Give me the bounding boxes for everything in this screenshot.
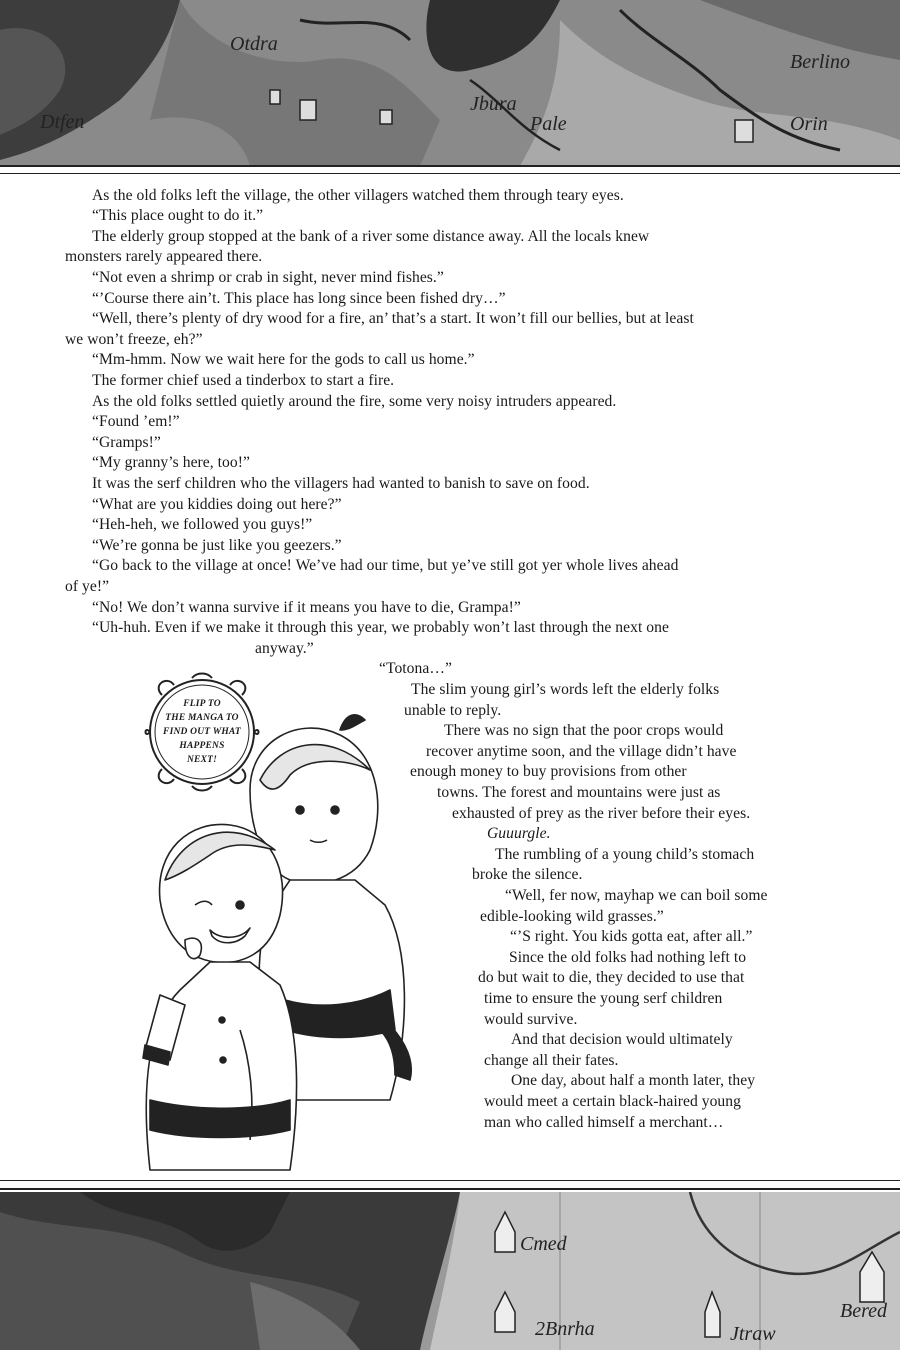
text-line: “Totona…” bbox=[379, 660, 452, 677]
text-line: edible-looking wild grasses.” bbox=[480, 908, 664, 925]
text-line: “Mm-hmm. Now we wait here for the gods to call us home.” bbox=[92, 351, 475, 368]
badge-line: FIND OUT WHAT bbox=[163, 727, 241, 737]
map-label: Orin bbox=[790, 113, 828, 135]
map-label: 2Bnrha bbox=[535, 1318, 595, 1340]
text-line: There was no sign that the poor crops would bbox=[444, 722, 724, 739]
text-line: The elderly group stopped at the bank of a river some distance away. All the locals knew bbox=[92, 228, 650, 245]
badge-line: FLIP TO bbox=[183, 699, 221, 709]
sound-effect: Guuurgle. bbox=[487, 825, 551, 842]
text-line: “’S right. You kids gotta eat, after all.” bbox=[510, 928, 753, 945]
text-line: we won’t freeze, eh?” bbox=[65, 331, 203, 348]
map-label: Cmed bbox=[520, 1233, 567, 1255]
text-line: “’Course there ain’t. This place has long since been fished dry…” bbox=[92, 290, 506, 307]
top-rule bbox=[0, 165, 900, 167]
text-line: “Gramps!” bbox=[92, 434, 161, 451]
text-line: would meet a certain black-haired young bbox=[484, 1093, 741, 1110]
badge-line: HAPPENS bbox=[179, 741, 225, 751]
map-label: Dtfen bbox=[40, 111, 85, 133]
text-line: man who called himself a merchant… bbox=[484, 1114, 724, 1131]
text-line: monsters rarely appeared there. bbox=[65, 248, 263, 265]
map-label: Otdra bbox=[230, 33, 278, 55]
text-line: “Heh-heh, we followed you guys!” bbox=[92, 516, 313, 533]
text-line: “Found ’em!” bbox=[92, 413, 180, 430]
text-line: anyway.” bbox=[255, 640, 314, 657]
text-line: “Well, there’s plenty of dry wood for a fire, an’ that’s a start. It won’t fill our bellies, but at least bbox=[92, 310, 694, 327]
badge-line: THE MANGA TO bbox=[165, 713, 239, 723]
text-line: As the old folks left the village, the other villagers watched them through teary eyes. bbox=[92, 187, 624, 204]
bottom-rule bbox=[0, 1188, 900, 1190]
text-line: Since the old folks had nothing left to bbox=[509, 949, 747, 966]
text-line: “My granny’s here, too!” bbox=[92, 454, 250, 471]
bottom-map-banner bbox=[0, 1192, 900, 1350]
bottom-rule-thin bbox=[0, 1180, 900, 1181]
text-line: “We’re gonna be just like you geezers.” bbox=[92, 537, 342, 554]
map-label: Jtraw bbox=[730, 1323, 776, 1345]
text-line: The rumbling of a young child’s stomach bbox=[495, 846, 755, 863]
text-line: “Not even a shrimp or crab in sight, never mind fishes.” bbox=[92, 269, 444, 286]
text-line: One day, about half a month later, they bbox=[511, 1072, 756, 1089]
text-line: do but wait to die, they decided to use that bbox=[478, 969, 745, 986]
badge-line: NEXT! bbox=[186, 755, 218, 765]
map-label: Berlino bbox=[790, 51, 850, 73]
text-line: “Go back to the village at once! We’ve had our time, but ye’ve still got yer whole lives ahead bbox=[92, 557, 679, 574]
text-line: exhausted of prey as the river before their eyes. bbox=[452, 805, 751, 822]
text-line: The slim young girl’s words left the elderly folks bbox=[411, 681, 720, 698]
top-map-banner bbox=[0, 0, 900, 166]
text-line: “This place ought to do it.” bbox=[92, 207, 264, 224]
text-line: recover anytime soon, and the village didn’t have bbox=[426, 743, 737, 760]
map-label: Jbura bbox=[470, 93, 517, 115]
text-line: “Well, fer now, mayhap we can boil some bbox=[505, 887, 768, 904]
text-line: broke the silence. bbox=[472, 866, 583, 883]
text-line: unable to reply. bbox=[404, 702, 502, 719]
text-line: of ye!” bbox=[65, 578, 110, 595]
text-line: would survive. bbox=[484, 1011, 578, 1028]
text-line: The former chief used a tinderbox to start a fire. bbox=[92, 372, 395, 389]
text-line: time to ensure the young serf children bbox=[484, 990, 723, 1007]
text-line: “Uh-huh. Even if we make it through this year, we probably won’t last through the next one bbox=[92, 619, 669, 636]
text-line: “What are you kiddies doing out here?” bbox=[92, 496, 342, 513]
text-line: As the old folks settled quietly around the fire, some very noisy intruders appeared. bbox=[92, 393, 617, 410]
map-label: Bered bbox=[840, 1300, 888, 1322]
top-rule-thin bbox=[0, 173, 900, 174]
text-line: enough money to buy provisions from other bbox=[410, 763, 687, 780]
text-line: towns. The forest and mountains were just as bbox=[437, 784, 721, 801]
text-line: “No! We don’t wanna survive if it means you have to die, Grampa!” bbox=[92, 599, 521, 616]
text-line: change all their fates. bbox=[484, 1052, 619, 1069]
map-label: Pale bbox=[530, 113, 567, 135]
flip-to-manga-badge bbox=[142, 670, 262, 794]
text-line: It was the serf children who the villagers had wanted to banish to save on food. bbox=[92, 475, 590, 492]
text-line: And that decision would ultimately bbox=[511, 1031, 733, 1048]
